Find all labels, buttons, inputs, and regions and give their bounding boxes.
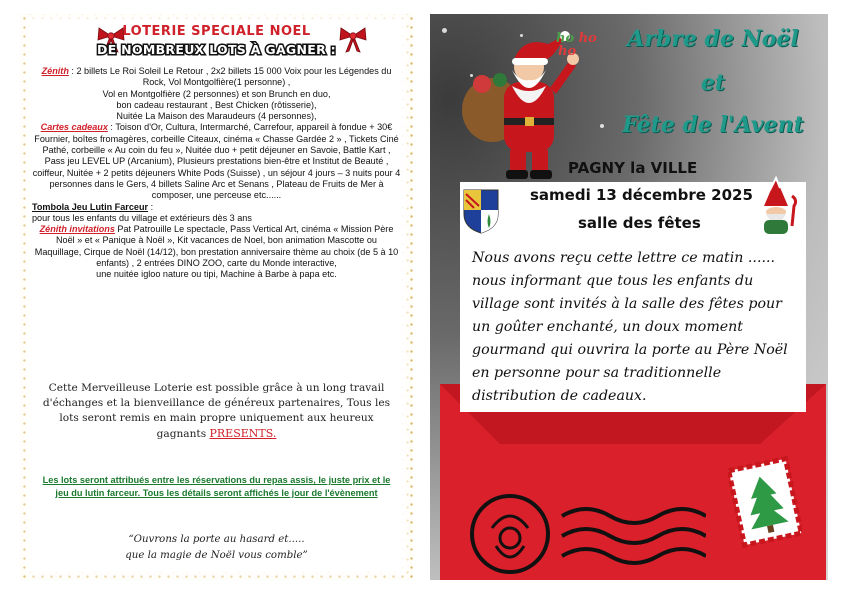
zenith-text: : 2 billets Le Roi Soleil Le Retour , 2x2 billets 15 000 Voix pour les Légendes du Rock, Vol Montgolfière(1 personne) , bbox=[68, 66, 392, 88]
zenith-line: bon cadeau restaurant , Best Chicken (rôtisserie), bbox=[116, 99, 317, 110]
invitation-prizes bbox=[32, 224, 401, 269]
event-title-line2: et bbox=[700, 70, 726, 96]
quote-line: que la magie de Noël vous comble” bbox=[125, 550, 308, 561]
zenith-line: Nuitée La Maison des Maraudeurs (4 personnes), bbox=[116, 111, 317, 122]
invitations-text: Pat Patrouille Le spectacle, Pass Vertical Art, cinéma « Mission Père Noël » et « Panique à Noël », Kit vacances de Noel, bon animation Mascotte ou Maquillage, Cirque de Noël (14/12), bon prestation anniversaire thème au choix (de 5 à 10 enfants) , 2 entrées DINO ZOO, carte du Monde interactive, bbox=[34, 224, 399, 269]
presents-text: PRESENTS. bbox=[209, 427, 277, 440]
event-title-line3: Fête de l'Avent bbox=[622, 112, 804, 138]
gift-card-prizes bbox=[32, 122, 401, 201]
invitation-line: une nuitée igloo nature ou tipi, Machine à Barbe à papa etc. bbox=[96, 269, 337, 280]
christmas-gnome-icon bbox=[752, 176, 800, 236]
rules-note: Les lots seront attribués entre les réservations du repas assis, le juste prix et le jeu du lutin farceur. Tous les détails seront affichés le jour de l'évènement bbox=[42, 475, 391, 498]
event-date: samedi 13 décembre 2025 bbox=[530, 186, 753, 204]
arbre-de-noel-flyer bbox=[430, 14, 828, 580]
town-name: PAGNY la VILLE bbox=[568, 159, 698, 177]
thanks-paragraph bbox=[38, 381, 395, 442]
cartes-label: Cartes cadeaux bbox=[40, 122, 108, 133]
loterie-flyer bbox=[20, 14, 413, 580]
tombola-label: Tombola Jeu Lutin Farceur bbox=[32, 201, 149, 212]
hohoho-text bbox=[556, 32, 604, 76]
loterie-subtitle: DE NOMBREUX LOTS À GAGNER : bbox=[97, 42, 336, 57]
quote-line: “Ouvrons la porte au hasard et..... bbox=[128, 534, 305, 545]
event-title-line1: Arbre de Noël bbox=[627, 26, 799, 52]
ho-text: ho bbox=[556, 31, 575, 46]
event-venue: salle des fêtes bbox=[578, 214, 701, 232]
tombola-heading bbox=[32, 202, 401, 213]
cartes-text: : Toison d'Or, Cultura, Intermarché, Carrefour, appareil à fondue + 30€ Fournier, boîtes fromagères, corbeille Citeaux, cinéma « Chasse Gardée 2 » , Tickets Ciné Pathé, corbeille « Au coin du feu », Nuitée duo + petit déjeuner en Savoie, Battle Kart , Pass jeu LEVEL UP (Arcanium), Plusieurs prestations bien-être et Institut de Beauté , coiffeur, Nuitée + 2 petits déjeuners White Pods (Suisse) , un séjour 4 jours – 3 nuits pour 4 personnes dans le Gers, 4 billets Saline Arc et Senans , Plateau de Fruits de Mer à composer, une perceuse etc...... bbox=[32, 122, 401, 201]
santa-postmark-icon bbox=[466, 488, 706, 580]
invitations-label: Zénith invitations bbox=[39, 224, 115, 235]
thanks-text: Cette Merveilleuse Loterie est possible grâce à un long travail d'échanges et la bienveillance de généreux partenaires, Tous les lots seront remis en main propre uniquement aux heureux gagnants bbox=[42, 382, 391, 440]
closing-quote bbox=[32, 532, 401, 564]
zenith-label: Zénith bbox=[41, 66, 69, 76]
christmas-tree-stamp-icon bbox=[728, 456, 802, 548]
flyer-content bbox=[32, 22, 401, 570]
ho-text: ho bbox=[578, 31, 597, 46]
invitation-letter: Nous avons reçu cette lettre ce matin ...... nous informant que tous les enfants du village sont invités à la salle des fêtes pour un goûter enchanté, un doux moment gourmand qui ouvrira la porte au Père Noël en personne pour sa traditionnelle distribution de cadeaux. bbox=[472, 250, 788, 404]
ho-text: ho bbox=[558, 44, 577, 59]
zenith-prizes bbox=[32, 66, 401, 89]
snowflake bbox=[442, 28, 447, 33]
loterie-title: LOTERIE SPECIALE NOEL bbox=[122, 24, 311, 39]
tombola-text: pour tous les enfants du village et extérieurs dès 3 ans bbox=[32, 212, 252, 223]
tombola-colon: : bbox=[148, 201, 154, 212]
zenith-line: Vol en Montgolfière (2 personnes) et son Brunch en duo, bbox=[102, 88, 331, 99]
coat-of-arms-icon bbox=[462, 188, 500, 234]
prize-list bbox=[32, 66, 401, 281]
